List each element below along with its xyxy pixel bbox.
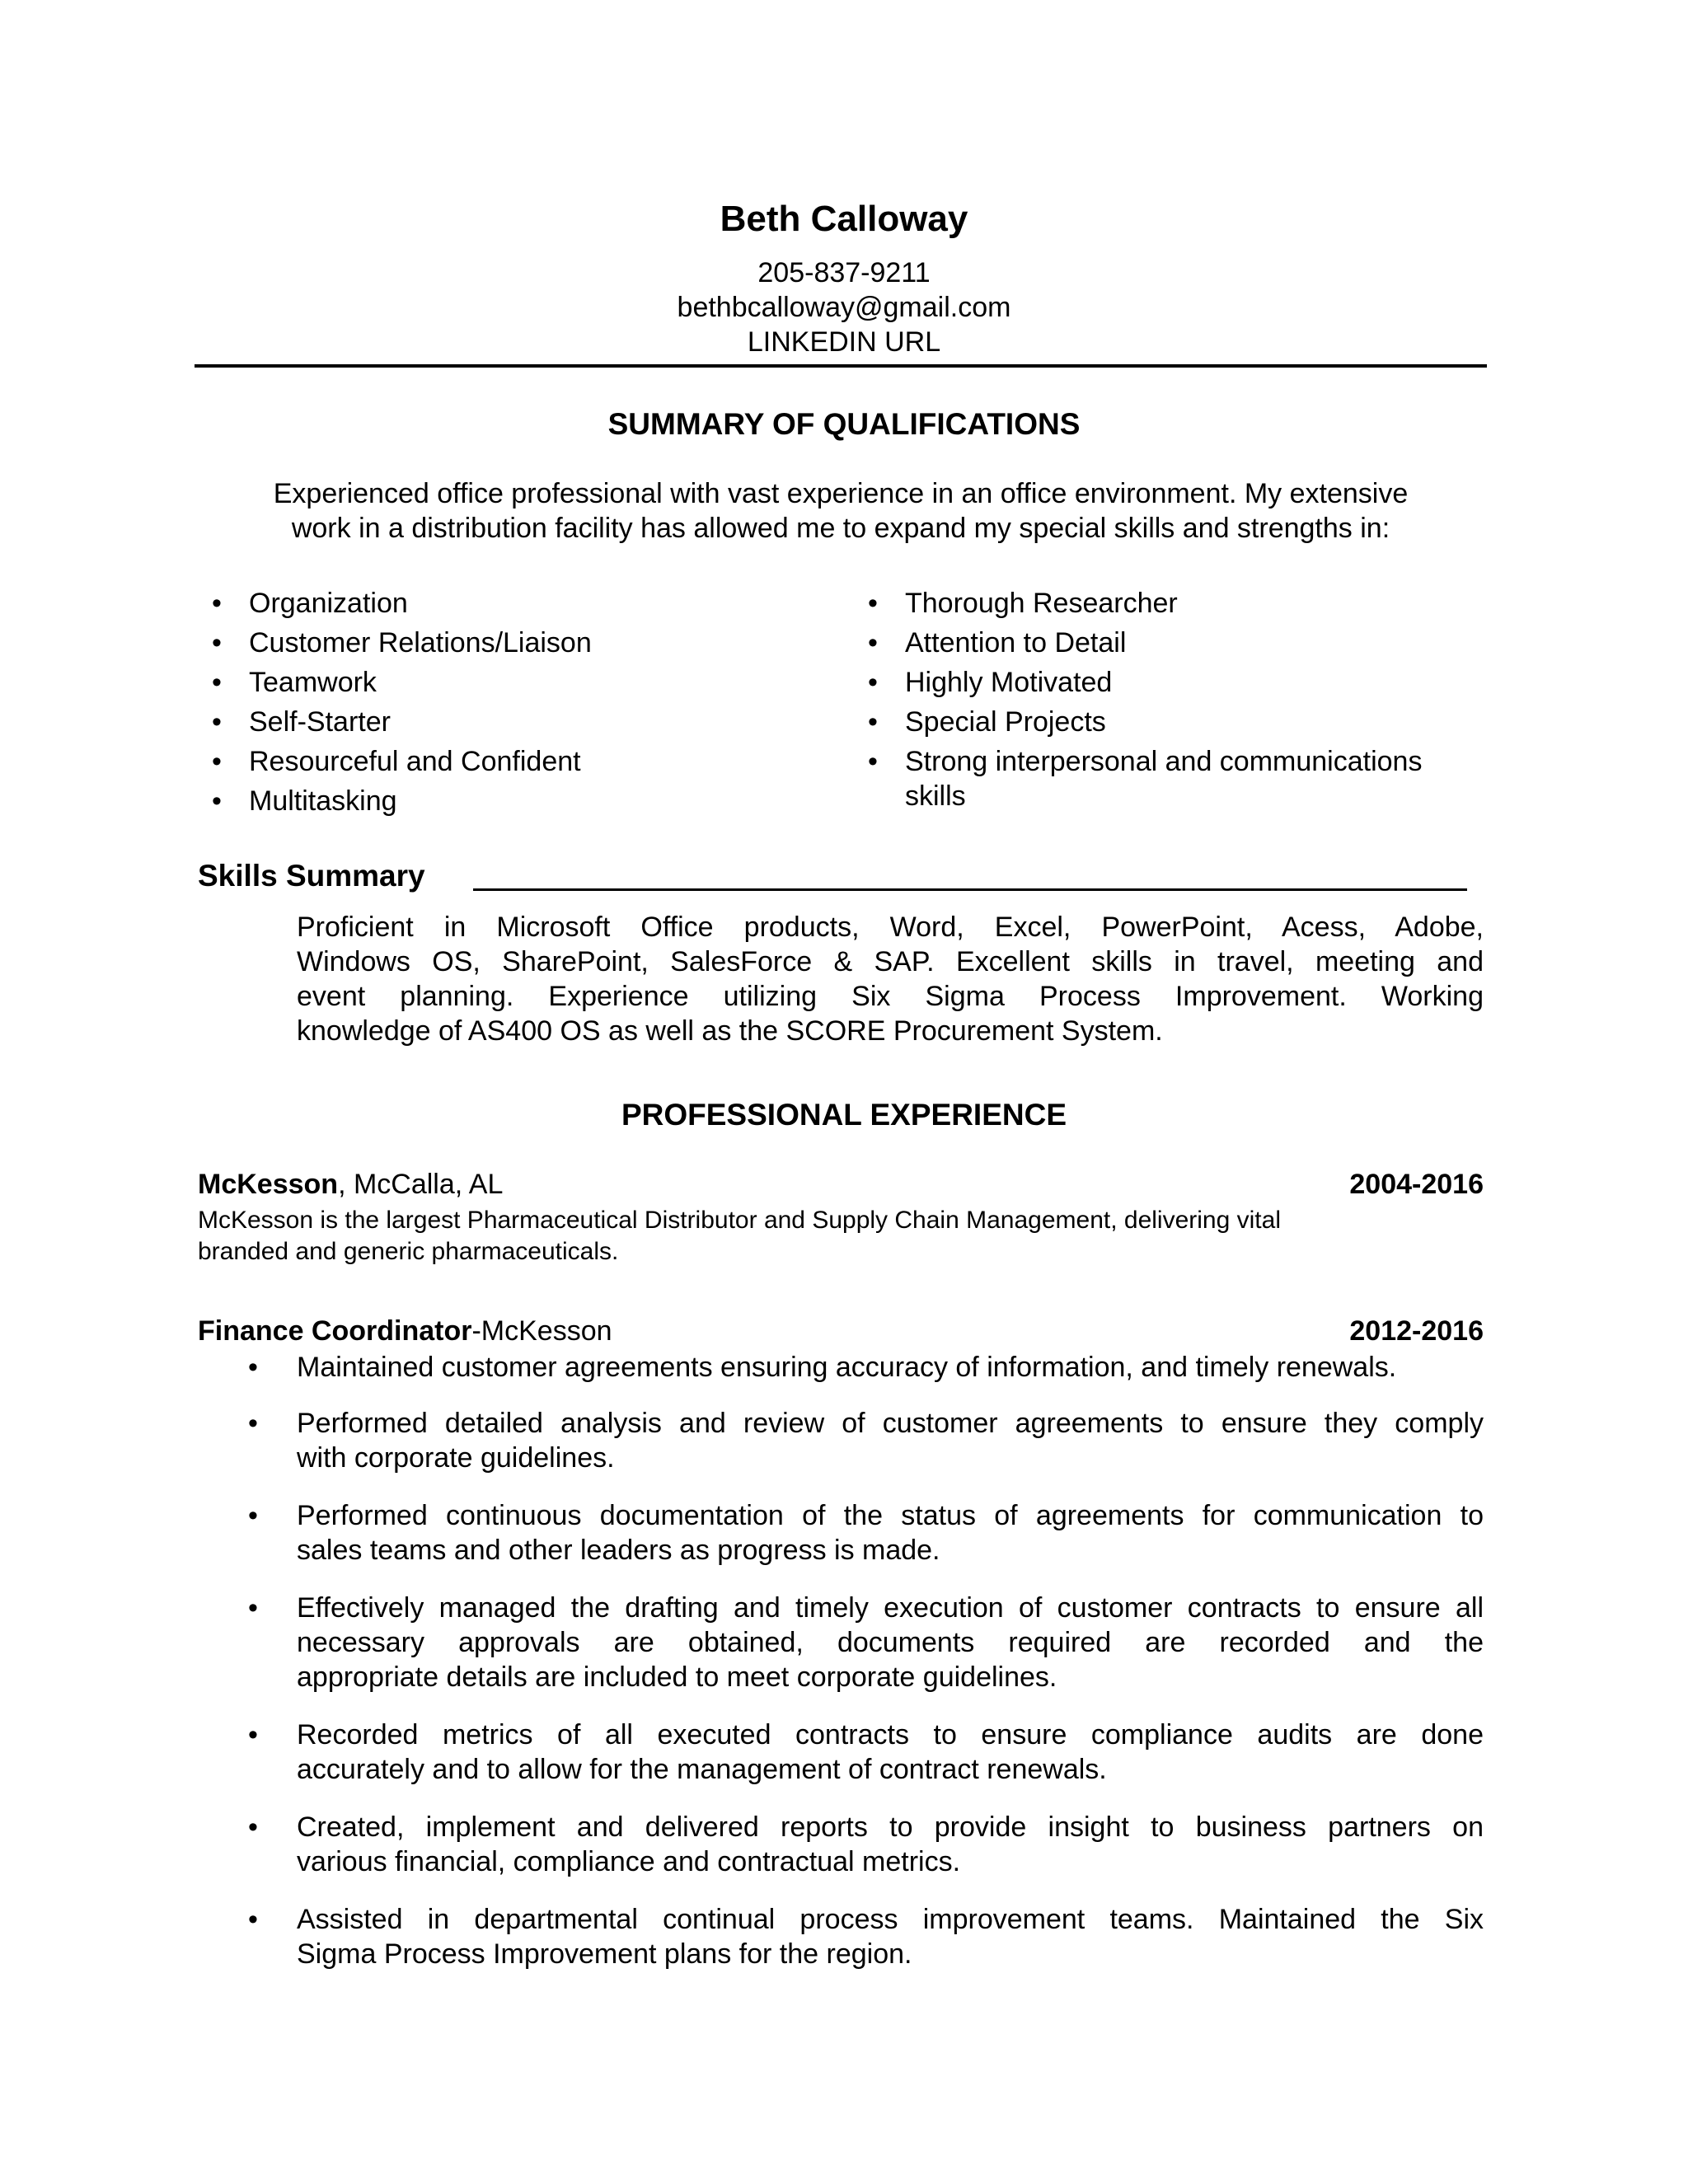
strength-item xyxy=(198,702,824,742)
job-employer: -McKesson xyxy=(471,1315,612,1347)
bullet-icon: • xyxy=(212,746,222,777)
job-bullet-line: Created, implement and delivered reports to provide insight to business partners on xyxy=(297,1811,1484,1843)
job-bullet-line: Effectively managed the drafting and timely execution of customer contracts to ensure all xyxy=(297,1592,1484,1624)
job-bullet-line: various financial, compliance and contractual metrics. xyxy=(297,1846,961,1877)
strength-item xyxy=(854,583,1489,623)
skills-summary-text xyxy=(297,910,1484,1048)
bullet-icon: • xyxy=(868,746,878,777)
job-bullet-line: Assisted in departmental continual process improvement teams. Maintained the Six xyxy=(297,1904,1484,1935)
job-title: Finance Coordinator xyxy=(198,1315,472,1347)
header-divider xyxy=(195,364,1487,368)
summary-heading: SUMMARY OF QUALIFICATIONS xyxy=(607,407,1081,441)
skills-summary-label: Skills Summary xyxy=(198,859,425,893)
strength-item xyxy=(198,623,824,663)
skills-line: event planning. Experience utilizing Six Sigma Process Improvement. Working xyxy=(297,981,1484,1012)
strength-label: Self-Starter xyxy=(249,706,391,738)
bullet-icon: • xyxy=(868,706,878,738)
bullet-icon: • xyxy=(212,706,222,738)
company-dates: 2004-2016 xyxy=(1349,1169,1484,1200)
job-bullet-line: Performed continuous documentation of the status of agreements for communication to xyxy=(297,1500,1484,1531)
strength-item xyxy=(854,663,1489,702)
strengths-left-column xyxy=(198,583,824,821)
company-description xyxy=(198,1205,1484,1268)
strength-label: Special Projects xyxy=(905,706,1106,738)
strength-item xyxy=(198,663,824,702)
job-bullet-line: Performed detailed analysis and review of customer agreements to ensure they comply xyxy=(297,1408,1484,1439)
strength-label: Teamwork xyxy=(249,667,377,698)
strength-label: Multitasking xyxy=(249,785,397,817)
summary-intro xyxy=(195,476,1487,546)
company-location: , McCalla, AL xyxy=(338,1169,504,1200)
strength-label: Resourceful and Confident xyxy=(249,746,581,777)
bullet-icon: • xyxy=(212,785,222,817)
job-bullet-line: appropriate details are included to meet corporate guidelines. xyxy=(297,1661,1057,1693)
bullet-icon: • xyxy=(868,627,878,658)
email-address: bethbcalloway@gmail.com xyxy=(677,292,1011,323)
experience-heading: PROFESSIONAL EXPERIENCE xyxy=(621,1098,1067,1132)
job-title-employer xyxy=(198,1314,612,1348)
strength-label: Highly Motivated xyxy=(905,667,1113,698)
bullet-icon: • xyxy=(868,667,878,698)
job-bullet-line: Maintained customer agreements ensuring accuracy of information, and timely renewals. xyxy=(297,1352,1397,1383)
summary-intro-line: Experienced office professional with vast experience in an office environment. My extensive xyxy=(273,478,1409,509)
strength-item xyxy=(854,742,1489,813)
skills-summary-underline xyxy=(473,888,1467,891)
strength-label: Attention to Detail xyxy=(905,627,1127,658)
bullet-icon: • xyxy=(212,588,222,619)
strength-item xyxy=(854,702,1489,742)
company-name-location xyxy=(198,1167,503,1202)
job-bullet-text xyxy=(297,1406,1484,1475)
strength-label: Organization xyxy=(249,588,408,619)
job-bullet-text xyxy=(297,1591,1484,1694)
strength-item xyxy=(198,583,824,623)
skills-line: knowledge of AS400 OS as well as the SCORE Procurement System. xyxy=(297,1015,1163,1047)
strength-item xyxy=(854,623,1489,663)
bullet-icon: • xyxy=(248,1408,258,1439)
job-bullet-line: accurately and to allow for the management of contract renewals. xyxy=(297,1754,1107,1785)
job-bullet-text xyxy=(297,1902,1484,1971)
skills-line: Proficient in Microsoft Office products, Word, Excel, PowerPoint, Acess, Adobe, xyxy=(297,912,1484,943)
strength-label: Customer Relations/Liaison xyxy=(249,627,592,658)
job-bullet-line: sales teams and other leaders as progress is made. xyxy=(297,1535,940,1566)
candidate-name: Beth Calloway xyxy=(720,199,968,239)
skills-line: Windows OS, SharePoint, SalesForce & SAP. Excellent skills in travel, meeting and xyxy=(297,946,1484,977)
job-bullet-line: Recorded metrics of all executed contracts to ensure compliance audits are done xyxy=(297,1719,1484,1750)
job-bullet-line: necessary approvals are obtained, documents required are recorded and the xyxy=(297,1627,1484,1658)
strength-label: Thorough Researcher xyxy=(905,588,1178,619)
strength-item xyxy=(198,742,824,781)
bullet-icon: • xyxy=(248,1811,258,1843)
bullet-icon: • xyxy=(248,1592,258,1624)
bullet-icon: • xyxy=(248,1719,258,1750)
job-bullet-text xyxy=(297,1498,1484,1568)
strength-label-continued: skills xyxy=(905,780,966,812)
strength-item xyxy=(198,781,824,821)
bullet-icon: • xyxy=(248,1352,258,1383)
job-bullet-text xyxy=(297,1718,1484,1787)
company-description-line: branded and generic pharmaceuticals. xyxy=(198,1238,619,1265)
job-bullet-text xyxy=(297,1350,1484,1385)
bullet-icon: • xyxy=(212,627,222,658)
bullet-icon: • xyxy=(248,1904,258,1935)
job-dates: 2012-2016 xyxy=(1349,1315,1484,1347)
job-bullet-line: Sigma Process Improvement plans for the region. xyxy=(297,1938,912,1970)
strength-label: Strong interpersonal and communications xyxy=(905,746,1423,777)
strengths-right-column xyxy=(854,583,1489,813)
job-bullet-text xyxy=(297,1810,1484,1879)
summary-intro-line: work in a distribution facility has allowed me to expand my special skills and strengths in: xyxy=(291,513,1390,544)
linkedin-url: LINKEDIN URL xyxy=(747,326,941,358)
job-bullet-line: with corporate guidelines. xyxy=(297,1442,615,1474)
bullet-icon: • xyxy=(212,667,222,698)
phone-number: 205-837-9211 xyxy=(757,257,931,288)
company-description-line: McKesson is the largest Pharmaceutical Distributor and Supply Chain Management, delivering vital xyxy=(198,1207,1281,1234)
bullet-icon: • xyxy=(248,1500,258,1531)
company-name: McKesson xyxy=(198,1169,339,1200)
bullet-icon: • xyxy=(868,588,878,619)
